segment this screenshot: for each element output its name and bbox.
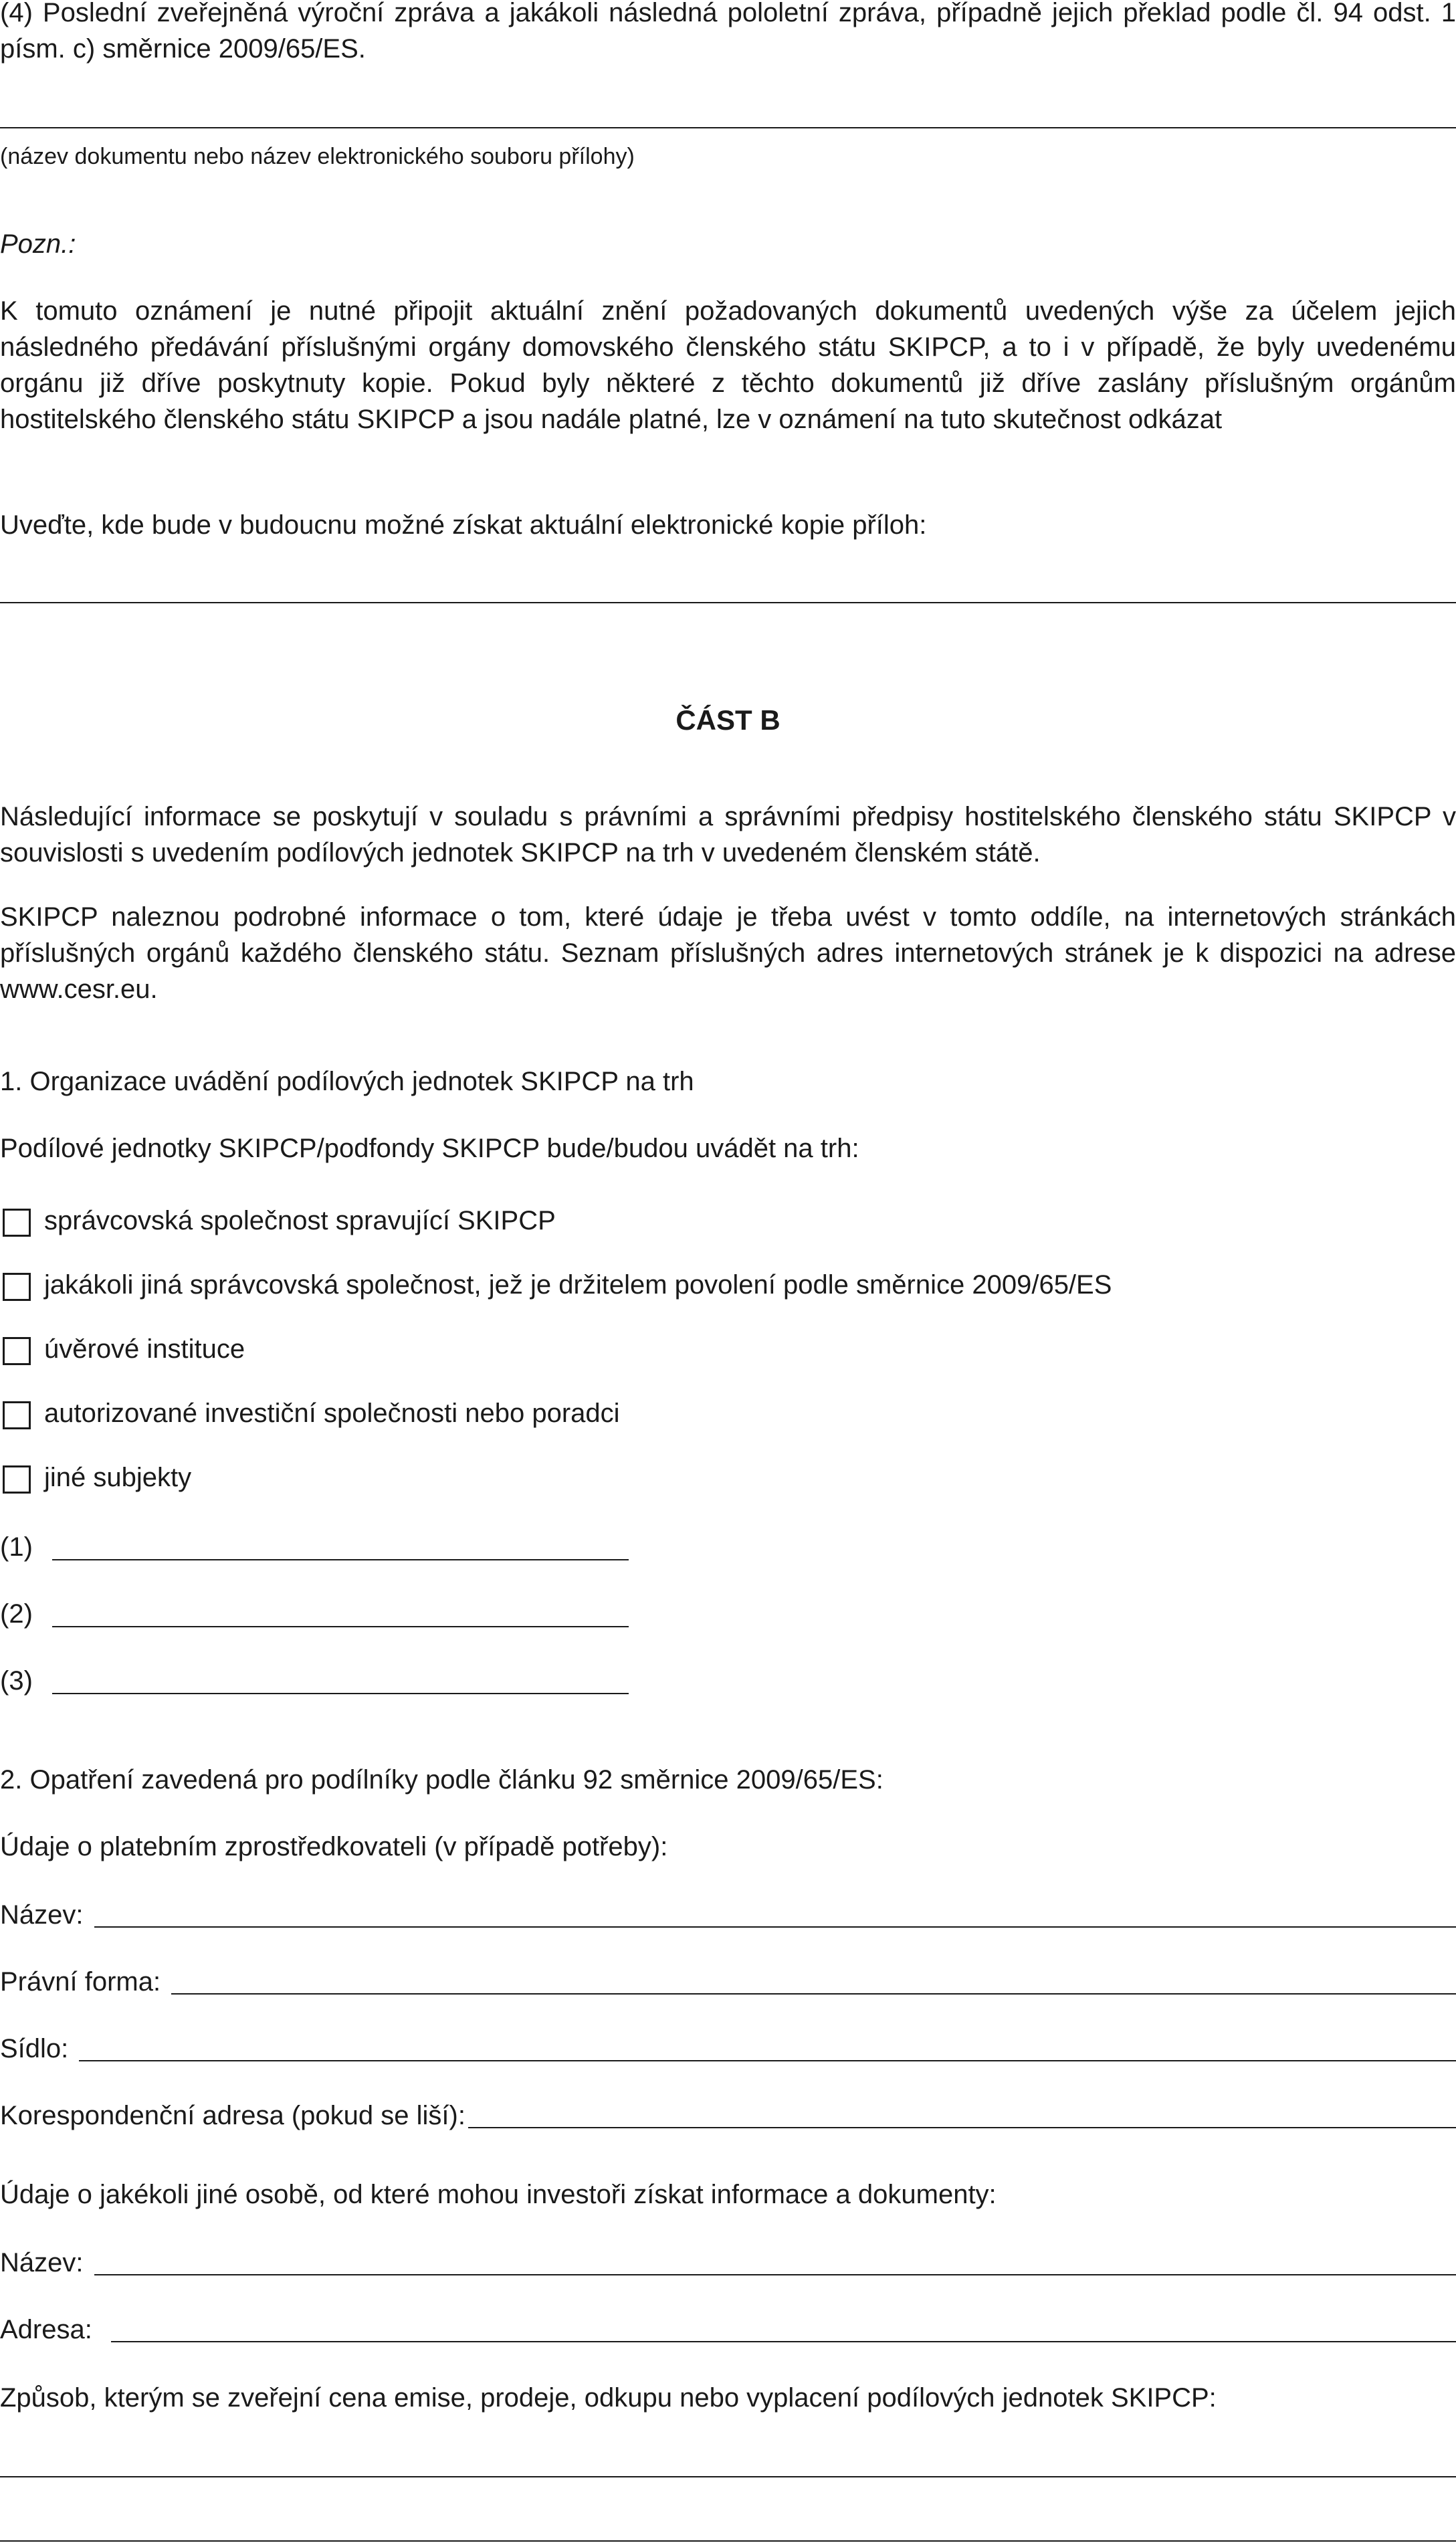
- note-label: Pozn.:: [0, 229, 76, 259]
- other-address-field[interactable]: [111, 2341, 1456, 2342]
- price-answer-line-1[interactable]: [0, 2476, 1456, 2477]
- payment-name-row: [0, 1897, 1456, 1933]
- checkbox-label: správcovská společnost spravující SKIPCP: [44, 1206, 556, 1235]
- other-person-heading: Údaje o jakékoli jiné osobě, od které mohou investoři získat informace a dokumenty:: [0, 2180, 997, 2209]
- checkbox-credit-institutions[interactable]: [3, 1337, 31, 1365]
- field-label: Korespondenční adresa (pokud se liší):: [0, 2101, 465, 2130]
- part-b-heading: ČÁST B: [675, 704, 781, 736]
- checkbox-other-entities[interactable]: [3, 1465, 31, 1494]
- section-2-title: 2. Opatření zavedená pro podílníky podle článku 92 směrnice 2009/65/ES:: [0, 1765, 883, 1795]
- checkbox-label: autorizované investiční společnosti nebo poradci: [44, 1399, 620, 1428]
- field-label: Název:: [0, 1900, 84, 1930]
- checkbox-label: jakákoli jiná správcovská společnost, jež je držitelem povolení podle směrnice 2009/65/ES: [44, 1270, 1112, 1300]
- price-answer-line-2[interactable]: [0, 2540, 1456, 2542]
- payment-corr-address-field[interactable]: [468, 2127, 1456, 2128]
- entity-line-2[interactable]: [52, 1626, 629, 1627]
- field-label: Název:: [0, 2248, 84, 2277]
- payment-corr-address-row: [0, 2098, 1456, 2134]
- part-b-paragraph-2: SKIPCP naleznou podrobné informace o tom, které údaje je třeba uvést v tomto oddíle, na internetových stránkách příslušných orgánů každého členského státu. Seznam příslušných adres internetových stránek je k dispozici na adrese www.cesr.eu.: [0, 902, 1456, 1004]
- price-publication-prompt: Způsob, kterým se zveřejní cena emise, prodeje, odkupu nebo vyplacení podílových jednotek SKIPCP:: [0, 2383, 1217, 2413]
- payment-legal-form-row: [0, 1964, 1456, 2000]
- payment-name-field[interactable]: [94, 1926, 1456, 1928]
- item-4-text: (4) Poslední zveřejněná výroční zpráva a jakákoli následná pololetní zpráva, případně jejich překlad podle čl. 94 odst. 1 písm. c) směrnice 2009/65/ES.: [0, 0, 1456, 64]
- entity-line-3[interactable]: [52, 1693, 629, 1694]
- part-b-paragraph-1: Následující informace se poskytují v souladu s právními a správními předpisy hostitelského členského státu SKIPCP v souvislosti s uvedením podílových jednotek SKIPCP na trh v uvedeném členském státě.: [0, 802, 1456, 868]
- other-name-field[interactable]: [94, 2274, 1456, 2275]
- note-text: K tomuto oznámení je nutné připojit aktuální znění požadovaných dokumentů uvedených výše za účelem jejich následného předávání příslušnými orgány domovského členského státu SKIPCP, a to i v případě, že byly uvedenému orgánu již dříve poskytnuty kopie. Pokud byly některé z těchto dokumentů již dříve zaslány příslušným orgánům hostitelského členského státu SKIPCP a jsou nadále platné, lze v oznámení na tuto skutečnost odkázat: [0, 296, 1456, 434]
- attachment-name-line[interactable]: [0, 127, 1456, 128]
- payment-seat-field[interactable]: [79, 2060, 1456, 2061]
- field-label: Adresa:: [0, 2315, 92, 2344]
- payment-legal-form-field[interactable]: [171, 1993, 1456, 1995]
- other-name-row: [0, 2245, 1456, 2281]
- payment-seat-row: [0, 2031, 1456, 2067]
- entity-line-1[interactable]: [52, 1559, 629, 1560]
- checkbox-investment-firms[interactable]: [3, 1401, 31, 1429]
- payment-agent-heading: Údaje o platebním zprostředkovateli (v případě potřeby):: [0, 1832, 668, 1861]
- field-label: Právní forma:: [0, 1967, 161, 1997]
- copies-answer-line[interactable]: [0, 602, 1456, 603]
- section-1-subtitle: Podílové jednotky SKIPCP/podfondy SKIPCP bude/budou uvádět na trh:: [0, 1134, 859, 1163]
- attachment-caption: (název dokumentu nebo název elektronického souboru přílohy): [0, 144, 635, 169]
- checkbox-management-company[interactable]: [3, 1209, 31, 1237]
- other-address-row: [0, 2312, 1456, 2348]
- entity-number-2: (2): [0, 1599, 33, 1629]
- entity-number-1: (1): [0, 1532, 33, 1562]
- section-1-title: 1. Organizace uvádění podílových jednotek SKIPCP na trh: [0, 1067, 694, 1096]
- entity-number-3: (3): [0, 1666, 33, 1696]
- field-label: Sídlo:: [0, 2034, 69, 2063]
- checkbox-label: jiné subjekty: [44, 1463, 192, 1492]
- checkbox-other-management-company[interactable]: [3, 1273, 31, 1301]
- checkbox-label: úvěrové instituce: [44, 1334, 245, 1364]
- copies-prompt: Uveďte, kde bude v budoucnu možné získat aktuální elektronické kopie příloh:: [0, 510, 927, 540]
